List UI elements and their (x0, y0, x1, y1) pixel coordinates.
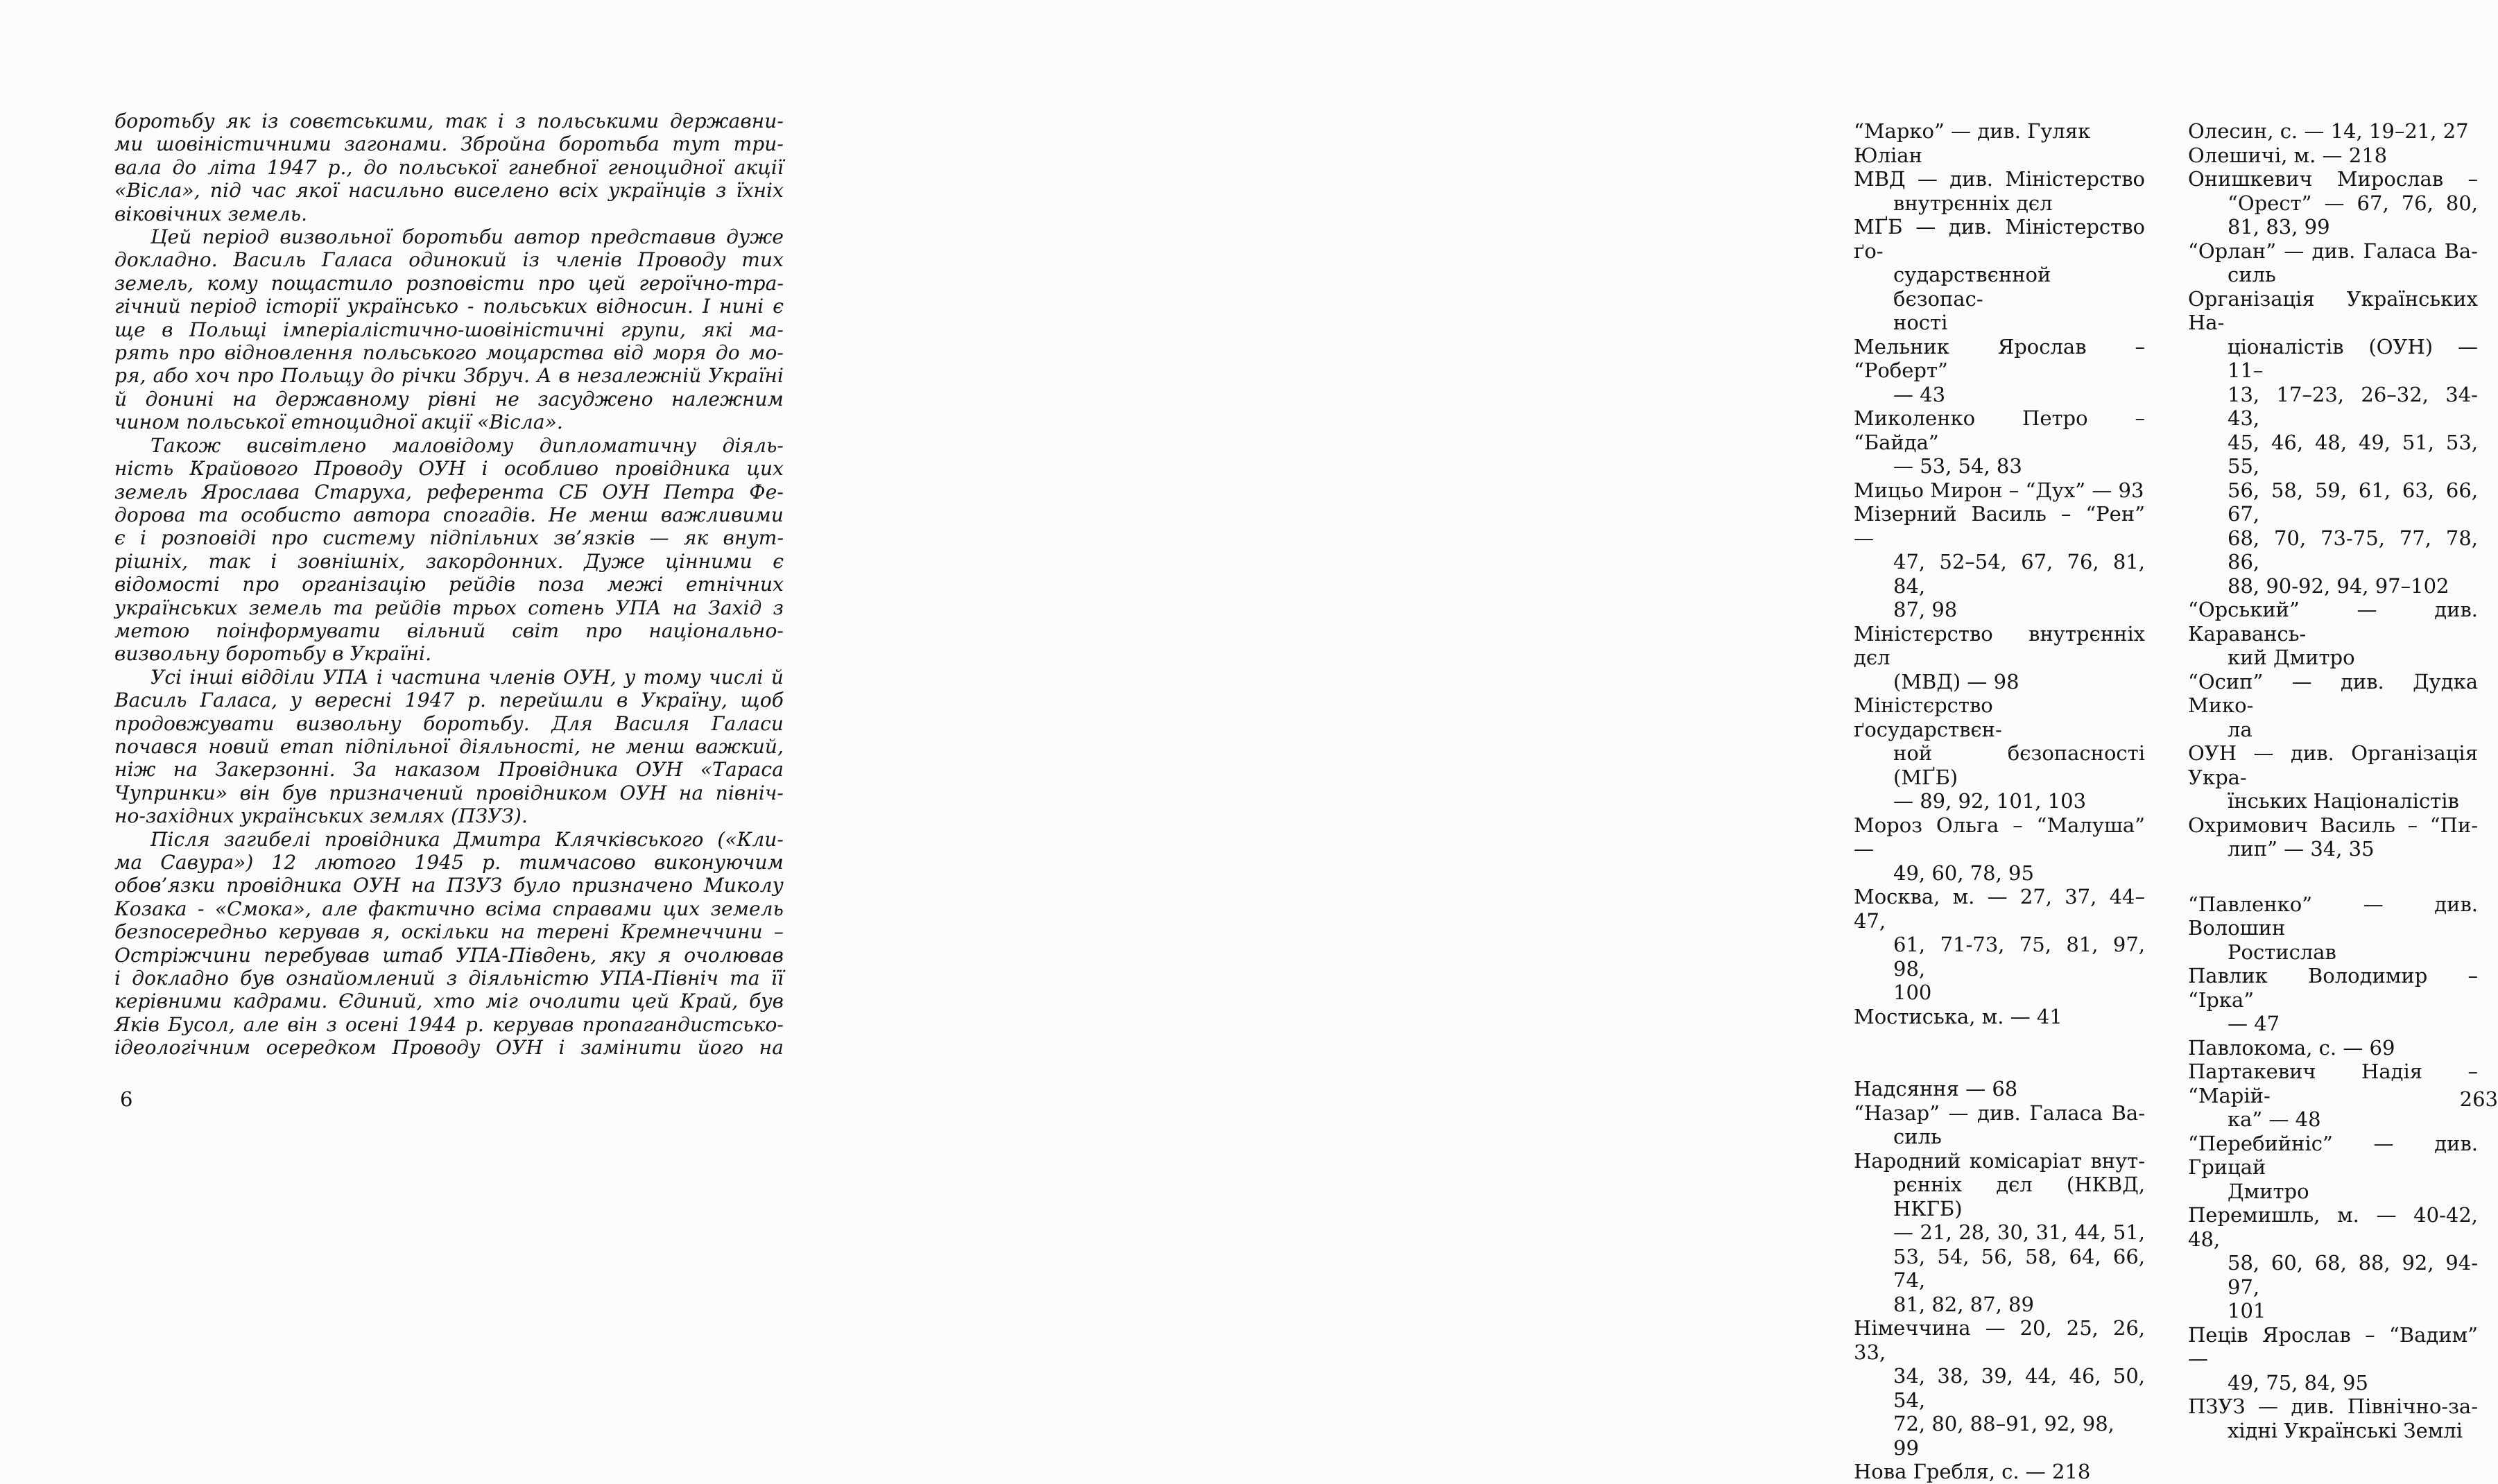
body-text-line: докладно. Василь Галаса одинокий із членів Проводу тих (114, 248, 784, 272)
index-entry (2188, 287, 2478, 598)
body-text-line: Василь Галаса, у вересні 1947 р. перейшли в Україну, щоб (114, 689, 784, 712)
index-line: 87, 98 (1893, 598, 1958, 621)
index-line: “Назар” — див. Галаса Ва- (1854, 1101, 2145, 1125)
body-text-line: почався новий етап підпільної діяльності, не менш важкий, (114, 734, 784, 758)
index-line: “Орест” — 67, 76, 80, (2228, 191, 2478, 215)
index-entry (1854, 406, 2145, 478)
body-text-line: українських земель та рейдів трьох сотень УПА на Захід з (114, 596, 784, 619)
body-text-line: Цей період визвольної боротьби автор представив дуже (150, 225, 784, 249)
body-text-line: ще в Польщі імперіалістично-шовіністичні групи, які ма- (114, 318, 784, 341)
index-line: 61, 71-73, 75, 81, 97, 98, (1893, 933, 2145, 981)
body-text-line: ми шовіністичними загонами. Збройна боротьба тут три- (114, 132, 784, 156)
index-line: Олесин, с. — 14, 19–21, 27 (2188, 119, 2469, 143)
index-line: — 21, 28, 30, 31, 44, 51, (1893, 1220, 2145, 1244)
index-line: 88, 90-92, 94, 97–102 (2228, 573, 2449, 598)
index-entry (2188, 1395, 2478, 1442)
index-entry (2188, 813, 2478, 861)
index-line: Мороз Ольга – “Малуша” — (1854, 813, 2145, 861)
index-line: 56, 58, 59, 61, 63, 66, 67, (2228, 478, 2478, 526)
body-text-line: відомості про організацію рейдів поза межі етнічних (114, 573, 784, 596)
index-line: (МВД) — 98 (1893, 669, 2019, 693)
index-line: хідні Українські Землі (2228, 1418, 2463, 1442)
index-line: Міністєрство внутрєнніх дєл (1854, 621, 2145, 669)
body-text-line: гічний період історії українсько - польських відносин. І нині є (114, 295, 784, 318)
body-text-line: вала до літа 1947 р., до польської ганебної геноцидної акції (114, 155, 784, 179)
index-entry (2188, 144, 2478, 168)
index-entry (1854, 335, 2145, 407)
index-line: ПЗУЗ — див. Північно-за- (2188, 1395, 2478, 1418)
index-entry (2188, 119, 2478, 144)
index-line: Ростислав (2228, 940, 2336, 964)
index-line: “Марко” — див. Гуляк Юліан (1854, 119, 2091, 167)
index-line: 49, 60, 78, 95 (1893, 861, 2034, 885)
index-entry (1854, 1101, 2145, 1149)
index-line: Надсяння — 68 (1854, 1077, 2018, 1101)
index-line: “Орлан” — див. Галаса Ва- (2188, 239, 2478, 263)
index-line: “Павленко” — див. Волошин (2188, 892, 2478, 940)
index-line: Мізерний Василь – “Рен” — (1854, 502, 2145, 550)
body-text-line: чином польської етноцидної акції «Вісла». (114, 411, 563, 434)
index-line: 47, 52–54, 67, 76, 81, 84, (1893, 550, 2145, 598)
body-text-line: ність Крайового Проводу ОУН і особливо провідника цих (114, 457, 784, 481)
index-entry (2188, 1203, 2478, 1323)
body-text-line: є і розповіді про систему підпільних зв’язків — як внут- (114, 526, 784, 550)
index-column-1 (1854, 119, 2145, 1484)
body-text-line: керівними кадрами. Єдиний, хто міг очолити цей Край, був (114, 990, 784, 1013)
body-text-line: і докладно був ознайомлений з діяльністю УПА-Північ та її (114, 967, 784, 990)
body-text-line: ма Савура») 12 лютого 1945 р. тимчасово виконуючим (114, 851, 784, 874)
index-entry (1854, 215, 2145, 335)
index-line: ла (2228, 717, 2252, 741)
body-text-line: земель, кому пощастило розповісти про цей героїчно-тра- (114, 271, 784, 295)
index-entry (2188, 964, 2478, 1036)
body-text-line: Остріжчини перебував штаб УПА-Південь, яку я очолював (114, 943, 784, 967)
index-line: “Орський” — див. Каравансь- (2188, 598, 2478, 646)
body-text-line: земель Ярослава Старуха, референта СБ ОУН Петра Фе- (114, 480, 784, 503)
index-line: Миколенко Петро – “Байда” (1854, 406, 2145, 454)
index-line: 81, 83, 99 (2228, 215, 2330, 239)
index-line: 81, 82, 87, 89 (1893, 1292, 2034, 1316)
index-line: Мицьо Мирон – “Дух” — 93 (1854, 478, 2144, 502)
index-entry (2188, 239, 2478, 287)
body-text-line: Після загибелі провідника Дмитра Клячківського («Кли- (150, 827, 784, 851)
index-entry (2188, 670, 2478, 742)
index-line: 101 (2228, 1299, 2266, 1322)
index-entry (1854, 1077, 2145, 1101)
index-column-2 (2188, 119, 2478, 1442)
index-line: Павлокома, с. — 69 (2188, 1035, 2395, 1060)
body-text-line: продовжувати визвольну боротьбу. Для Василя Галаси (114, 711, 784, 735)
index-line: Олешичі, м. — 218 (2188, 143, 2388, 167)
index-line: Німеччина — 20, 25, 26, 33, (1854, 1316, 2145, 1364)
index-line: Павлик Володимир – “Ірка” (2188, 964, 2478, 1012)
body-text-line: обов’язки провідника ОУН на ПЗУЗ було призначено Миколу (114, 874, 784, 897)
index-line: МВД — див. Міністерство (1854, 167, 2145, 191)
index-entry (1854, 1316, 2145, 1460)
index-line: — 43 (1893, 382, 1946, 406)
body-text-line: визвольну боротьбу в Україні. (114, 642, 432, 666)
index-line: Партакевич Надія – “Марій- (2188, 1060, 2478, 1107)
index-line: Організація Українських На- (2188, 286, 2478, 334)
index-line: 68, 70, 73-75, 77, 78, 86, (2228, 526, 2478, 573)
body-text-line: ідеологічним осередком Проводу ОУН і замінити його на (114, 1036, 784, 1060)
body-text-line: Також висвітлено маловідому дипломатичну діяль- (150, 433, 784, 457)
index-entry (2188, 167, 2478, 239)
body-text-line: й донині на державному рівні не засуджено належним (114, 387, 784, 411)
index-entry (1854, 502, 2145, 622)
index-group (1854, 119, 2145, 1028)
index-line: силь (2228, 263, 2276, 286)
body-text-line: Козака - «Смока», але фактично всіма справами цих земель (114, 897, 784, 920)
index-line: сударствєнной бєзопас- (1893, 263, 2051, 311)
index-entry (2188, 1036, 2478, 1060)
body-text-line: ніж на Закерзонні. За наказом Провідника ОУН «Тараса (114, 758, 784, 782)
index-line: ціоналістів (ОУН) — 11– (2228, 334, 2478, 382)
body-text-line: безпосередньо керував я, оскільки на терені Кремнеччини – (114, 920, 784, 944)
left-page-text (114, 110, 784, 1060)
index-line: 53, 54, 56, 58, 64, 66, 74, (1893, 1244, 2145, 1292)
index-entry (1854, 622, 2145, 694)
index-line: ності (1893, 311, 1948, 334)
index-entry (1854, 1149, 2145, 1317)
body-text-line: віковічних земель. (114, 202, 308, 225)
index-group (2188, 892, 2478, 1443)
index-line: Нова Гребля, с. — 218 (1854, 1460, 2091, 1483)
index-line: Дмитро (2228, 1179, 2309, 1203)
index-entry (1854, 119, 2145, 167)
index-line: 58, 60, 68, 88, 92, 94-97, (2228, 1251, 2478, 1299)
index-line: Охримович Василь – “Пи- (2188, 813, 2478, 837)
right-page (867, 0, 2498, 1483)
body-text-line: метою поінформувати вільний світ про національно- (114, 619, 784, 642)
index-line: Пеців Ярослав – “Вадим” — (2188, 1322, 2478, 1370)
index-line: 100 (1893, 981, 1932, 1004)
index-entry (2188, 892, 2478, 965)
index-entry (2188, 1132, 2478, 1204)
index-line: ной бєзопасності (МҐБ) (1893, 741, 2145, 789)
index-line: 34, 38, 39, 44, 46, 50, 54, (1893, 1364, 2145, 1412)
index-line: ОУН — див. Організація Укра- (2188, 741, 2478, 789)
index-line: 13, 17–23, 26–32, 34-43, (2228, 382, 2478, 430)
body-text-line: но-західних українських землях (ПЗУЗ). (114, 804, 528, 828)
right-page-number: 263 (2459, 1087, 2498, 1111)
index-entry (2188, 598, 2478, 670)
left-page-number: 6 (120, 1087, 133, 1111)
left-page (0, 0, 867, 1191)
index-line: силь (1893, 1125, 1942, 1148)
body-text-line: Усі інші відділи УПА і частина членів ОУН, у тому числі й (150, 665, 784, 689)
index-line: МҐБ — див. Міністерство ґо- (1854, 215, 2145, 263)
index-line: Москва, м. — 27, 37, 44–47, (1854, 885, 2145, 933)
body-text-line: дорова та особисто автора спогадів. Не менш важливими (114, 503, 784, 526)
index-line: внутрєнніх дєл (1893, 191, 2053, 215)
body-text-line: ря, або хоч про Польщу до річки Збруч. А в незалежній Україні (114, 364, 784, 388)
index-line: рєнніх дєл (НКВД, НКГБ) (1893, 1173, 2145, 1220)
index-group (2188, 119, 2478, 861)
index-line: “Осип” — див. Дудка Мико- (2188, 669, 2478, 717)
index-line: кий Дмитро (2228, 646, 2355, 669)
index-line: їнських Націоналістів (2228, 789, 2459, 813)
body-text-line: рять про відновлення польського моцарства від моря до мо- (114, 341, 784, 365)
index-entry (1854, 478, 2145, 503)
index-group (1854, 1077, 2145, 1484)
index-entry (1854, 693, 2145, 813)
index-entry (1854, 1005, 2145, 1029)
index-line: Онишкевич Мирослав – (2188, 167, 2478, 191)
index-entry (1854, 167, 2145, 215)
index-entry (2188, 1323, 2478, 1395)
index-line: 45, 46, 48, 49, 51, 53, 55, (2228, 430, 2478, 478)
index-line: Народний комісаріат внут- (1854, 1148, 2145, 1173)
body-text-line: рішніх, так і зовнішніх, закордонних. Дуже цінними є (114, 549, 784, 573)
index-entry (1854, 885, 2145, 1005)
index-line: 49, 75, 84, 95 (2228, 1370, 2368, 1395)
index-line: ка” — 48 (2228, 1107, 2321, 1131)
index-line: — 89, 92, 101, 103 (1893, 789, 2087, 813)
index-line: — 47 (2228, 1012, 2280, 1035)
index-entry (1854, 813, 2145, 886)
index-line: Мельник Ярослав – “Роберт” (1854, 334, 2145, 382)
index-line: 72, 80, 88–91, 92, 98, 99 (1893, 1412, 2114, 1460)
body-text-line: «Вісла», під час якої насильно виселено всіх українців з їхніх (114, 179, 784, 202)
body-text-line: Яків Бусол, але він з осені 1944 р. керував пропагандистсько- (114, 1012, 784, 1036)
index-line: — 53, 54, 83 (1893, 454, 2022, 478)
body-text-line: боротьбу як із совєтськими, так і з польськими державни- (114, 110, 784, 132)
index-line: Мостиська, м. — 41 (1854, 1004, 2062, 1028)
index-line: Перемишль, м. — 40-42, 48, (2188, 1203, 2478, 1251)
index-line: Міністєрство ґосударствєн- (1854, 693, 2002, 741)
index-line: “Перебийніс” — див. Грицай (2188, 1131, 2478, 1179)
index-entry (1854, 1460, 2145, 1484)
index-line: лип” — 34, 35 (2228, 837, 2375, 861)
index-entry (2188, 741, 2478, 813)
body-text-line: Чупринки» він був призначений провідником ОУН на північ- (114, 781, 784, 804)
